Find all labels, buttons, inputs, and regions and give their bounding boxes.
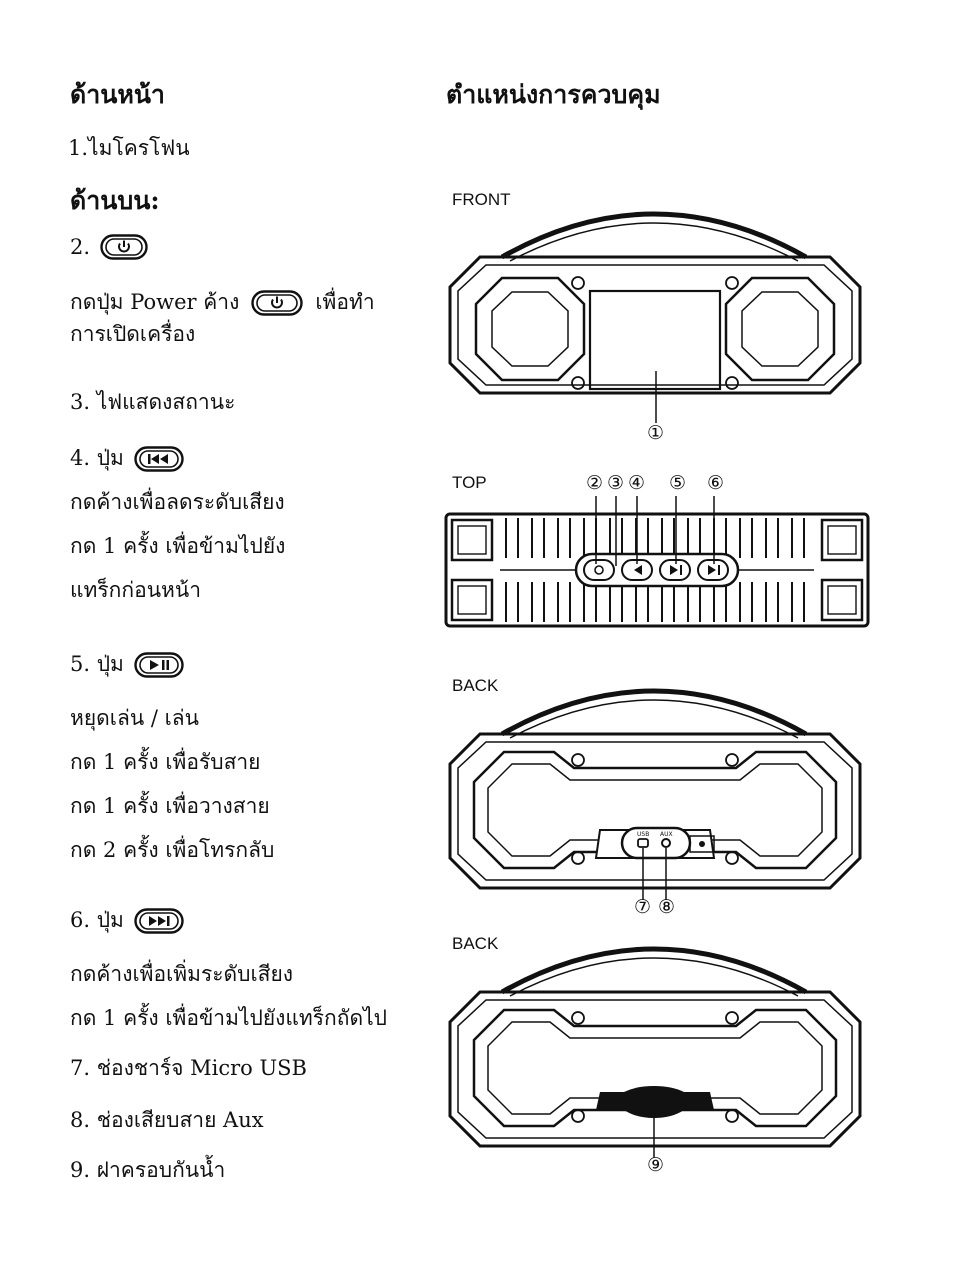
- speaker-back-view-2: [440, 926, 870, 1154]
- aux-port-label: AUX: [660, 831, 673, 838]
- callout-4: ④: [628, 472, 646, 494]
- front-item-microphone: 1.ไมโครโฟน: [68, 136, 190, 160]
- item-6-line-2: กด 1 ครั้ง เพื่อข้ามไปยังแทร็กถัดไป: [70, 1006, 388, 1030]
- item-4-line-1: กดค้างเพื่อลดระดับเสียง: [70, 490, 285, 514]
- item-5-line-3: กด 1 ครั้ง เพื่อวางสาย: [70, 794, 270, 818]
- item-9-waterproof-cover: 9. ฝาครอบกันน้ำ: [70, 1158, 226, 1182]
- item-5-number: 5. ปุ่ม: [70, 652, 124, 676]
- item-2-row: [70, 234, 148, 260]
- item-4-row: [70, 442, 184, 475]
- item-6-row: [70, 904, 184, 937]
- callout-8: ⑧: [658, 896, 676, 918]
- power-button-icon: [251, 290, 303, 316]
- play-pause-button-icon: [134, 652, 184, 678]
- callout-9: ⑨: [647, 1154, 665, 1176]
- previous-track-button-icon: [134, 446, 184, 472]
- item-5-line-1: หยุดเล่น / เล่น: [70, 706, 200, 730]
- item-5-line-2: กด 1 ครั้ง เพื่อรับสาย: [70, 750, 261, 774]
- item-5-row: [70, 648, 184, 681]
- callout-7: ⑦: [634, 896, 652, 918]
- next-track-button-icon: [134, 908, 184, 934]
- item-2-desc-a: กดปุ่ม Power ค้าง: [70, 290, 240, 314]
- item-2-number: 2.: [70, 235, 91, 259]
- item-2-desc-c: การเปิดเครื่อง: [70, 322, 196, 346]
- back-view-label-1: BACK: [452, 676, 499, 695]
- item-4-number: 4. ปุ่ม: [70, 446, 124, 470]
- item-5-line-4: กด 2 ครั้ง เพื่อโทรกลับ: [70, 838, 275, 862]
- item-2-desc-b: เพื่อทำ: [315, 290, 375, 314]
- item-4-line-2: กด 1 ครั้ง เพื่อข้ามไปยัง: [70, 534, 286, 558]
- back-view-label-2: BACK: [452, 934, 499, 953]
- callout-3: ③: [607, 472, 625, 494]
- top-heading: ด้านบน:: [70, 186, 160, 215]
- item-4-line-3: แทร็กก่อนหน้า: [70, 578, 202, 602]
- item-6-line-1: กดค้างเพื่อเพิ่มระดับเสียง: [70, 962, 294, 986]
- speaker-top-view: [444, 496, 872, 632]
- callout-1: ①: [647, 422, 665, 444]
- speaker-back-view-1: [440, 668, 870, 896]
- callout-5: ⑤: [669, 472, 687, 494]
- top-view-label: TOP: [452, 473, 487, 492]
- usb-port-label: USB: [637, 831, 650, 838]
- callout-2: ②: [586, 472, 604, 494]
- item-2-desc-row: [70, 286, 375, 319]
- front-view-label: FRONT: [452, 190, 511, 209]
- power-button-icon: [100, 234, 148, 260]
- item-6-number: 6. ปุ่ม: [70, 908, 124, 932]
- speaker-front-view: [440, 195, 870, 420]
- callout-6: ⑥: [707, 472, 725, 494]
- front-heading: ด้านหน้า: [70, 80, 165, 109]
- item-7-micro-usb: 7. ช่องชาร์จ Micro USB: [70, 1056, 307, 1080]
- controls-heading: ตำแหน่งการควบคุม: [446, 80, 661, 109]
- item-8-aux: 8. ช่องเสียบสาย Aux: [70, 1108, 264, 1132]
- item-3-status-light: 3. ไฟแสดงสถานะ: [70, 390, 236, 414]
